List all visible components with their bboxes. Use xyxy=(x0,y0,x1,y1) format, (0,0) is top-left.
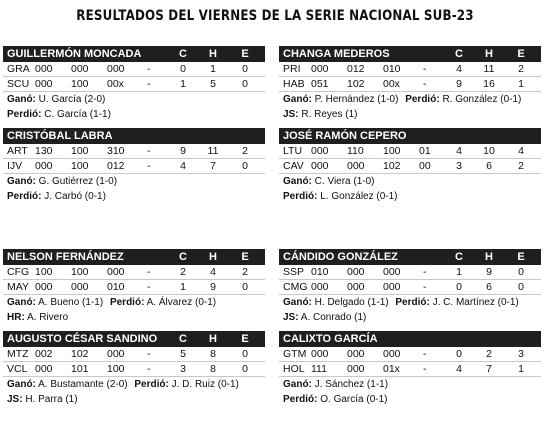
team-abbr: CAV xyxy=(283,160,304,172)
note-value: H. Delgado (1-1) xyxy=(314,297,389,308)
runs: 4 xyxy=(180,160,186,172)
innings-1-3: 000 xyxy=(311,63,329,75)
runs-header: C xyxy=(455,251,463,263)
runs-header: C xyxy=(455,48,463,60)
save-note xyxy=(3,392,265,407)
stadium-name: AUGUSTO CÉSAR SANDINO xyxy=(7,333,158,345)
note-label: Perdió: xyxy=(283,394,318,405)
team-abbr: HOL xyxy=(283,363,305,375)
team-abbr: HAB xyxy=(283,78,305,90)
runs: 1 xyxy=(180,281,186,293)
hits: 9 xyxy=(486,266,492,278)
runs: 1 xyxy=(456,266,462,278)
game-box xyxy=(3,249,265,325)
stadium-header xyxy=(3,249,265,265)
pitcher-note xyxy=(279,377,541,392)
errors: 0 xyxy=(242,363,248,375)
innings-1-3: 000 xyxy=(35,363,53,375)
note-value: A. Álvarez (0-1) xyxy=(146,297,217,308)
hits: 16 xyxy=(483,78,495,90)
innings-4-6: 000 xyxy=(347,160,365,172)
stadium-header xyxy=(279,46,541,62)
runs: 2 xyxy=(180,266,186,278)
note-label: Ganó: xyxy=(7,379,36,390)
errors-header: E xyxy=(517,48,525,60)
extra-innings: 00 xyxy=(419,160,431,172)
pitcher-note xyxy=(279,189,541,204)
team-abbr: ART xyxy=(7,145,28,157)
errors-header: E xyxy=(517,251,525,263)
team-row xyxy=(279,159,541,174)
note-label: Ganó: xyxy=(283,94,312,105)
runs: 0 xyxy=(456,281,462,293)
hits: 6 xyxy=(486,281,492,293)
team-row xyxy=(3,347,265,362)
innings-1-3: 000 xyxy=(35,63,53,75)
team-row xyxy=(3,77,265,92)
separator-dash: - xyxy=(147,160,151,172)
innings-1-3: 000 xyxy=(311,160,329,172)
runs-header: C xyxy=(179,333,187,345)
hits: 8 xyxy=(210,348,216,360)
note-label: Perdió: xyxy=(7,109,42,120)
innings-1-3: 000 xyxy=(35,160,53,172)
note-label: JS: xyxy=(283,312,299,323)
note-value: J. C. Martínez (0-1) xyxy=(432,297,519,308)
innings-7-9: 01x xyxy=(383,363,400,375)
team-row xyxy=(279,62,541,77)
errors: 1 xyxy=(518,78,524,90)
note-value: J. D. Ruiz (0-1) xyxy=(171,379,239,390)
team-row xyxy=(279,265,541,280)
innings-4-6: 000 xyxy=(347,363,365,375)
innings-4-6: 102 xyxy=(347,78,365,90)
innings-7-9: 000 xyxy=(383,281,401,293)
pitcher-note xyxy=(3,295,265,310)
innings-4-6: 012 xyxy=(347,63,365,75)
note-value: R. Reyes (1) xyxy=(301,109,358,120)
innings-1-3: 000 xyxy=(35,281,53,293)
separator-dash: - xyxy=(147,281,151,293)
note-value: P. Hernández (1-0) xyxy=(314,94,399,105)
homerun-note xyxy=(3,310,265,325)
errors: 2 xyxy=(242,145,248,157)
note-label: Ganó: xyxy=(7,297,36,308)
runs: 4 xyxy=(456,63,462,75)
note-value: U. García (2-0) xyxy=(38,94,106,105)
hits: 1 xyxy=(210,63,216,75)
team-abbr: PRI xyxy=(283,63,301,75)
team-row xyxy=(279,362,541,377)
hits-header: H xyxy=(209,48,217,60)
errors: 0 xyxy=(242,63,248,75)
team-abbr: GTM xyxy=(283,348,307,360)
innings-7-9: 000 xyxy=(107,348,125,360)
note-value: J. Sánchez (1-1) xyxy=(314,379,389,390)
note-value: H. Parra (1) xyxy=(25,394,78,405)
note-value: C. García (1-1) xyxy=(44,109,111,120)
innings-1-3: 010 xyxy=(311,266,329,278)
team-row xyxy=(3,144,265,159)
pitcher-note xyxy=(3,107,265,122)
innings-4-6: 100 xyxy=(71,78,89,90)
page-title: RESULTADOS DEL VIERNES DE LA SERIE NACIONAL SUB-23 xyxy=(76,8,474,24)
stadium-header xyxy=(3,46,265,62)
separator-dash: - xyxy=(423,78,427,90)
stadium-header xyxy=(279,128,541,144)
hits: 7 xyxy=(210,160,216,172)
innings-7-9: 010 xyxy=(107,281,125,293)
team-row xyxy=(3,62,265,77)
note-value: O. García (0-1) xyxy=(320,394,388,405)
hits: 6 xyxy=(486,160,492,172)
game-box xyxy=(3,46,265,122)
note-value: A. Rivero xyxy=(27,312,69,323)
separator-dash: - xyxy=(147,145,151,157)
team-abbr: MTZ xyxy=(7,348,29,360)
pitcher-note xyxy=(279,107,541,122)
innings-1-3: 002 xyxy=(35,348,53,360)
game-box xyxy=(279,331,541,407)
errors: 1 xyxy=(518,363,524,375)
innings-7-9: 102 xyxy=(383,160,401,172)
team-abbr: VCL xyxy=(7,363,28,375)
innings-4-6: 000 xyxy=(347,348,365,360)
game-box xyxy=(3,331,265,407)
stadium-name: NELSON FERNÁNDEZ xyxy=(7,251,124,263)
game-box xyxy=(279,46,541,122)
runs: 4 xyxy=(456,145,462,157)
separator-dash: - xyxy=(423,281,427,293)
team-abbr: GRA xyxy=(7,63,30,75)
innings-7-9: 000 xyxy=(107,266,125,278)
hits: 11 xyxy=(483,63,495,75)
errors: 0 xyxy=(242,281,248,293)
pitcher-note xyxy=(3,174,265,189)
team-row xyxy=(3,265,265,280)
stadium-header xyxy=(279,249,541,265)
note-label: Perdió: xyxy=(283,191,318,202)
errors: 2 xyxy=(518,160,524,172)
separator-dash: - xyxy=(147,63,151,75)
innings-1-3: 000 xyxy=(311,348,329,360)
note-label: Ganó: xyxy=(283,379,312,390)
pitcher-note xyxy=(3,189,265,204)
hits: 9 xyxy=(210,281,216,293)
errors: 0 xyxy=(242,78,248,90)
team-abbr: MAY xyxy=(7,281,29,293)
errors-header: E xyxy=(241,48,249,60)
stadium-header xyxy=(279,331,541,347)
note-value: J. Carbó (0-1) xyxy=(44,191,106,202)
innings-7-9: 010 xyxy=(383,63,401,75)
team-row xyxy=(279,280,541,295)
innings-1-3: 051 xyxy=(311,78,329,90)
note-label: Ganó: xyxy=(283,297,312,308)
pitcher-note xyxy=(279,392,541,407)
team-row xyxy=(279,144,541,159)
runs: 9 xyxy=(456,78,462,90)
note-value: A. Bustamante (2-0) xyxy=(38,379,128,390)
hits: 7 xyxy=(486,363,492,375)
innings-7-9: 100 xyxy=(107,363,125,375)
note-label: HR: xyxy=(7,312,25,323)
note-label: Ganó: xyxy=(7,176,36,187)
stadium-header xyxy=(3,128,265,144)
note-label: JS: xyxy=(283,109,299,120)
team-row xyxy=(279,347,541,362)
note-label: Perdió: xyxy=(109,297,145,308)
innings-1-3: 000 xyxy=(35,78,53,90)
runs: 4 xyxy=(456,363,462,375)
innings-4-6: 102 xyxy=(71,348,89,360)
errors: 0 xyxy=(242,160,248,172)
errors: 0 xyxy=(518,266,524,278)
runs-header: C xyxy=(179,251,187,263)
team-abbr: SCU xyxy=(7,78,30,90)
innings-4-6: 110 xyxy=(347,145,364,157)
separator-dash: - xyxy=(423,363,427,375)
hits-header: H xyxy=(485,48,493,60)
errors: 2 xyxy=(518,63,524,75)
innings-4-6: 100 xyxy=(71,145,89,157)
innings-1-3: 000 xyxy=(311,281,329,293)
stadium-header xyxy=(3,331,265,347)
innings-7-9: 000 xyxy=(107,63,125,75)
innings-4-6: 000 xyxy=(347,266,365,278)
note-label: JS: xyxy=(7,394,23,405)
pitcher-note xyxy=(279,295,541,310)
innings-7-9: 310 xyxy=(107,145,125,157)
team-row xyxy=(279,77,541,92)
errors: 3 xyxy=(518,348,524,360)
errors: 2 xyxy=(242,266,248,278)
stadium-name: JOSÉ RAMÓN CEPERO xyxy=(283,130,407,142)
runs: 1 xyxy=(180,78,186,90)
innings-4-6: 000 xyxy=(71,281,89,293)
errors-header: E xyxy=(241,251,249,263)
innings-7-9: 00x xyxy=(107,78,124,90)
game-box xyxy=(279,249,541,325)
runs: 9 xyxy=(180,145,186,157)
team-abbr: CMG xyxy=(283,281,308,293)
innings-4-6: 000 xyxy=(347,281,365,293)
innings-1-3: 111 xyxy=(311,363,327,375)
note-label: Ganó: xyxy=(283,176,312,187)
game-box xyxy=(279,128,541,204)
stadium-name: CRISTÓBAL LABRA xyxy=(7,130,113,142)
innings-7-9: 000 xyxy=(383,266,401,278)
save-note xyxy=(279,310,541,325)
separator-dash: - xyxy=(423,63,427,75)
note-label: Perdió: xyxy=(405,94,440,105)
note-label: Perdió: xyxy=(134,379,169,390)
hits: 5 xyxy=(210,78,216,90)
errors: 4 xyxy=(518,145,524,157)
runs: 0 xyxy=(456,348,462,360)
stadium-name: GUILLERMÓN MONCADA xyxy=(7,48,142,60)
note-value: A. Bueno (1-1) xyxy=(38,297,104,308)
errors-header: E xyxy=(241,333,249,345)
team-abbr: LTU xyxy=(283,145,303,157)
separator-dash: - xyxy=(423,266,427,278)
extra-innings: 01 xyxy=(419,145,431,157)
team-row xyxy=(3,280,265,295)
stadium-name: CALIXTO GARCÍA xyxy=(283,333,378,345)
runs-header: C xyxy=(179,48,187,60)
note-label: Perdió: xyxy=(7,191,42,202)
pitcher-note xyxy=(3,92,265,107)
note-label: Ganó: xyxy=(7,94,36,105)
hits: 4 xyxy=(210,266,216,278)
innings-7-9: 00x xyxy=(383,78,400,90)
hits: 8 xyxy=(210,363,216,375)
note-value: C. Viera (1-0) xyxy=(314,176,375,187)
runs: 3 xyxy=(180,363,186,375)
innings-1-3: 100 xyxy=(35,266,53,278)
separator-dash: - xyxy=(147,348,151,360)
hits: 2 xyxy=(486,348,492,360)
separator-dash: - xyxy=(147,363,151,375)
innings-4-6: 100 xyxy=(71,160,89,172)
hits: 11 xyxy=(207,145,219,157)
stadium-name: CÁNDIDO GONZÁLEZ xyxy=(283,251,398,263)
innings-7-9: 000 xyxy=(383,348,401,360)
stadium-name: CHANGA MEDEROS xyxy=(283,48,390,60)
innings-4-6: 000 xyxy=(71,63,89,75)
team-abbr: CFG xyxy=(7,266,30,278)
pitcher-note xyxy=(279,174,541,189)
innings-1-3: 000 xyxy=(311,145,329,157)
hits-header: H xyxy=(209,333,217,345)
runs: 3 xyxy=(456,160,462,172)
game-box xyxy=(3,128,265,204)
errors: 0 xyxy=(518,281,524,293)
innings-4-6: 101 xyxy=(71,363,89,375)
team-row xyxy=(3,362,265,377)
note-value: A. Conrado (1) xyxy=(300,312,367,323)
runs: 0 xyxy=(180,63,186,75)
note-value: L. González (0-1) xyxy=(320,191,398,202)
pitcher-note xyxy=(279,92,541,107)
separator-dash: - xyxy=(423,348,427,360)
hits: 10 xyxy=(483,145,495,157)
separator-dash: - xyxy=(147,266,151,278)
team-abbr: SSP xyxy=(283,266,305,278)
note-value: R. González (0-1) xyxy=(442,94,522,105)
innings-7-9: 012 xyxy=(107,160,125,172)
note-label: Perdió: xyxy=(395,297,430,308)
runs: 5 xyxy=(180,348,186,360)
innings-4-6: 100 xyxy=(71,266,89,278)
hits-header: H xyxy=(485,251,493,263)
pitcher-note xyxy=(3,377,265,392)
innings-7-9: 100 xyxy=(383,145,401,157)
innings-1-3: 130 xyxy=(35,145,53,157)
team-row xyxy=(3,159,265,174)
team-abbr: IJV xyxy=(7,160,23,172)
errors: 0 xyxy=(242,348,248,360)
note-value: G. Gutiérrez (1-0) xyxy=(38,176,118,187)
hits-header: H xyxy=(209,251,217,263)
separator-dash: - xyxy=(147,78,151,90)
